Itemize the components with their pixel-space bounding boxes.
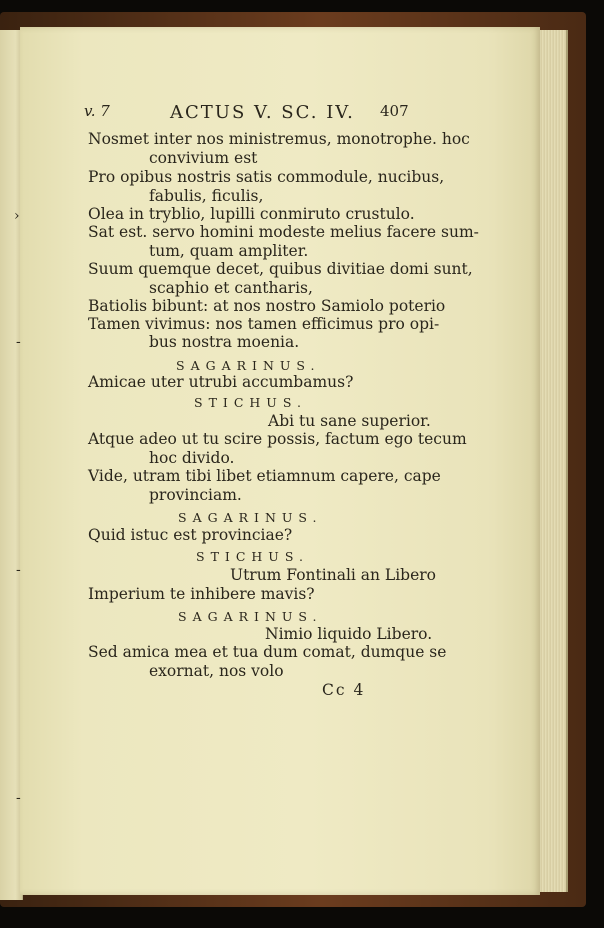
signature-mark: Cc 4 [322, 681, 366, 699]
text-line: Utrum Fontinali an Libero [230, 566, 437, 584]
margin-tick: - [16, 790, 21, 806]
text-line: Atque adeo ut tu scire possis, factum ego tecum [88, 430, 467, 448]
text-line: Nimio liquido Libero. [265, 625, 433, 643]
text-line: Abi tu sane superior. [268, 412, 431, 430]
text-line: exornat, nos volo [149, 662, 284, 680]
speaker-name: STICHUS. [196, 549, 309, 564]
text-line: provinciam. [149, 486, 242, 504]
page-block-edge [536, 30, 568, 892]
margin-tick: - [16, 334, 21, 350]
text-line: Sat est. servo homini modeste melius facere sum- [88, 223, 479, 241]
text-line: Nosmet inter nos ministremus, monotrophe. hoc [88, 130, 470, 148]
running-head-title: ACTUS V. SC. IV. [170, 102, 355, 123]
text-line: scaphio et cantharis, [149, 279, 313, 297]
text-line: Quid istuc est provinciae? [88, 526, 293, 544]
text-line: hoc divido. [149, 449, 235, 467]
text-line: Sed amica mea et tua dum comat, dumque se [88, 643, 447, 661]
speaker-name: SAGARINUS. [178, 510, 323, 525]
book-page [20, 27, 540, 895]
text-line: fabulis, ficulis, [149, 187, 264, 205]
text-line: bus nostra moenia. [149, 333, 300, 351]
running-head-left: v. 7 [84, 102, 110, 120]
text-line: Suum quemque decet, quibus divitiae domi sunt, [88, 260, 473, 278]
margin-tick: › [14, 208, 20, 224]
speaker-name: SAGARINUS. [178, 609, 323, 624]
text-line: Tamen vivimus: nos tamen efficimus pro opi- [88, 315, 440, 333]
text-line: Batiolis bibunt: at nos nostro Samiolo poterio [88, 297, 446, 315]
text-line: Pro opibus nostris satis commodule, nucibus, [88, 168, 445, 186]
text-line: Vide, utram tibi libet etiamnum capere, cape [88, 467, 441, 485]
page-number: 407 [380, 102, 409, 120]
speaker-name: SAGARINUS. [176, 358, 321, 373]
text-line: convivium est [149, 149, 258, 167]
text-line: Imperium te inhibere mavis? [88, 585, 315, 603]
text-line: Amicae uter utrubi accumbamus? [88, 373, 354, 391]
text-line: Olea in tryblio, lupilli conmiruto crustulo. [88, 205, 415, 223]
margin-tick: - [16, 562, 21, 578]
text-line: tum, quam ampliter. [149, 242, 309, 260]
speaker-name: STICHUS. [194, 395, 307, 410]
